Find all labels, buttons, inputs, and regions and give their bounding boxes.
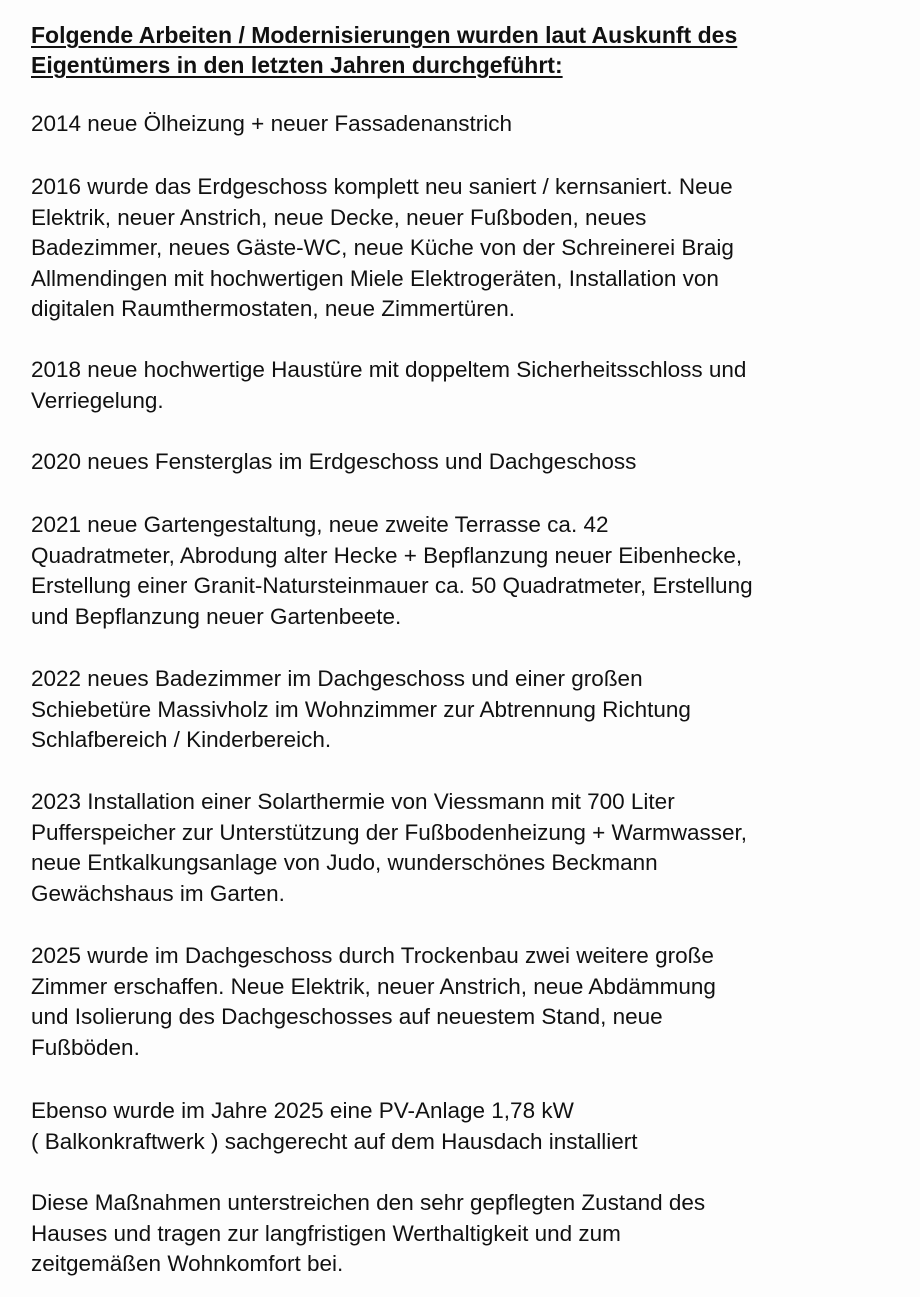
- paragraph-line: Schiebetüre Massivholz im Wohnzimmer zur Abtrennung Richtung: [31, 696, 691, 722]
- paragraph-line: digitalen Raumthermostaten, neue Zimmertüren.: [31, 296, 515, 321]
- paragraph-pv-anlage: [31, 1096, 911, 1157]
- paragraph-2016: [31, 172, 911, 325]
- paragraph-line: Badezimmer, neues Gäste-WC, neue Küche von der Schreinerei Braig: [31, 235, 734, 260]
- paragraph-line: zeitgemäßen Wohnkomfort bei.: [31, 1251, 344, 1276]
- paragraph-line: Gewächshaus im Garten.: [31, 880, 285, 906]
- paragraph-line: 2016 wurde das Erdgeschoss komplett neu saniert / kernsaniert. Neue: [31, 174, 733, 199]
- paragraph-line: 2022 neues Badezimmer im Dachgeschoss und einer großen: [31, 666, 643, 691]
- heading-line: Eigentümers in den letzten Jahren durchgeführt:: [31, 52, 563, 78]
- document-heading: [31, 20, 901, 80]
- paragraph-line: Fußböden.: [31, 1034, 140, 1060]
- paragraph-conclusion: [31, 1188, 911, 1280]
- paragraph-line: Pufferspeicher zur Unterstützung der Fußbodenheizung + Warmwasser,: [31, 819, 747, 845]
- paragraph-line: Hauses und tragen zur langfristigen Werthaltigkeit und zum: [31, 1220, 621, 1246]
- paragraph-2025: [31, 941, 911, 1063]
- paragraph-line: Schlafbereich / Kinderbereich.: [31, 727, 332, 752]
- paragraph-line: Quadratmeter, Abrodung alter Hecke + Bepflanzung neuer Eibenhecke,: [31, 542, 743, 568]
- heading-line: Folgende Arbeiten / Modernisierungen wurden laut Auskunft des: [31, 22, 738, 48]
- paragraph-line: Erstellung einer Granit-Natursteinmauer ca. 50 Quadratmeter, Erstellung: [31, 573, 753, 598]
- paragraph-2018: [31, 355, 911, 416]
- paragraph-line: und Isolierung des Dachgeschosses auf neuestem Stand, neue: [31, 1004, 663, 1029]
- paragraph-line: 2020 neues Fensterglas im Erdgeschoss und Dachgeschoss: [31, 449, 637, 474]
- paragraph-2022: [31, 664, 911, 756]
- paragraph-line: 2023 Installation einer Solarthermie von Viessmann mit 700 Liter: [31, 789, 675, 814]
- paragraph-line: 2021 neue Gartengestaltung, neue zweite Terrasse ca. 42: [31, 512, 609, 537]
- paragraph-line: Elektrik, neuer Anstrich, neue Decke, neuer Fußboden, neues: [31, 204, 647, 230]
- paragraph-line: Diese Maßnahmen unterstreichen den sehr gepflegten Zustand des: [31, 1190, 706, 1215]
- paragraph-line: Allmendingen mit hochwertigen Miele Elektrogeräten, Installation von: [31, 265, 719, 291]
- paragraph-line: neue Entkalkungsanlage von Judo, wunderschönes Beckmann: [31, 850, 658, 875]
- paragraph-2021: [31, 510, 911, 632]
- paragraph-2014: [31, 109, 911, 140]
- paragraph-line: Verriegelung.: [31, 387, 164, 413]
- paragraph-2020: [31, 447, 911, 478]
- paragraph-line: 2014 neue Ölheizung + neuer Fassadenanstrich: [31, 111, 512, 136]
- paragraph-2023: [31, 787, 911, 909]
- paragraph-line: und Bepflanzung neuer Gartenbeete.: [31, 603, 402, 629]
- paragraph-line: ( Balkonkraftwerk ) sachgerecht auf dem Hausdach installiert: [31, 1128, 638, 1154]
- paragraph-line: 2025 wurde im Dachgeschoss durch Trockenbau zwei weitere große: [31, 943, 714, 968]
- paragraph-line: Ebenso wurde im Jahre 2025 eine PV-Anlage 1,78 kW: [31, 1098, 574, 1123]
- paragraph-line: Zimmer erschaffen. Neue Elektrik, neuer Anstrich, neue Abdämmung: [31, 973, 716, 999]
- paragraph-line: 2018 neue hochwertige Haustüre mit doppeltem Sicherheitsschloss und: [31, 357, 747, 382]
